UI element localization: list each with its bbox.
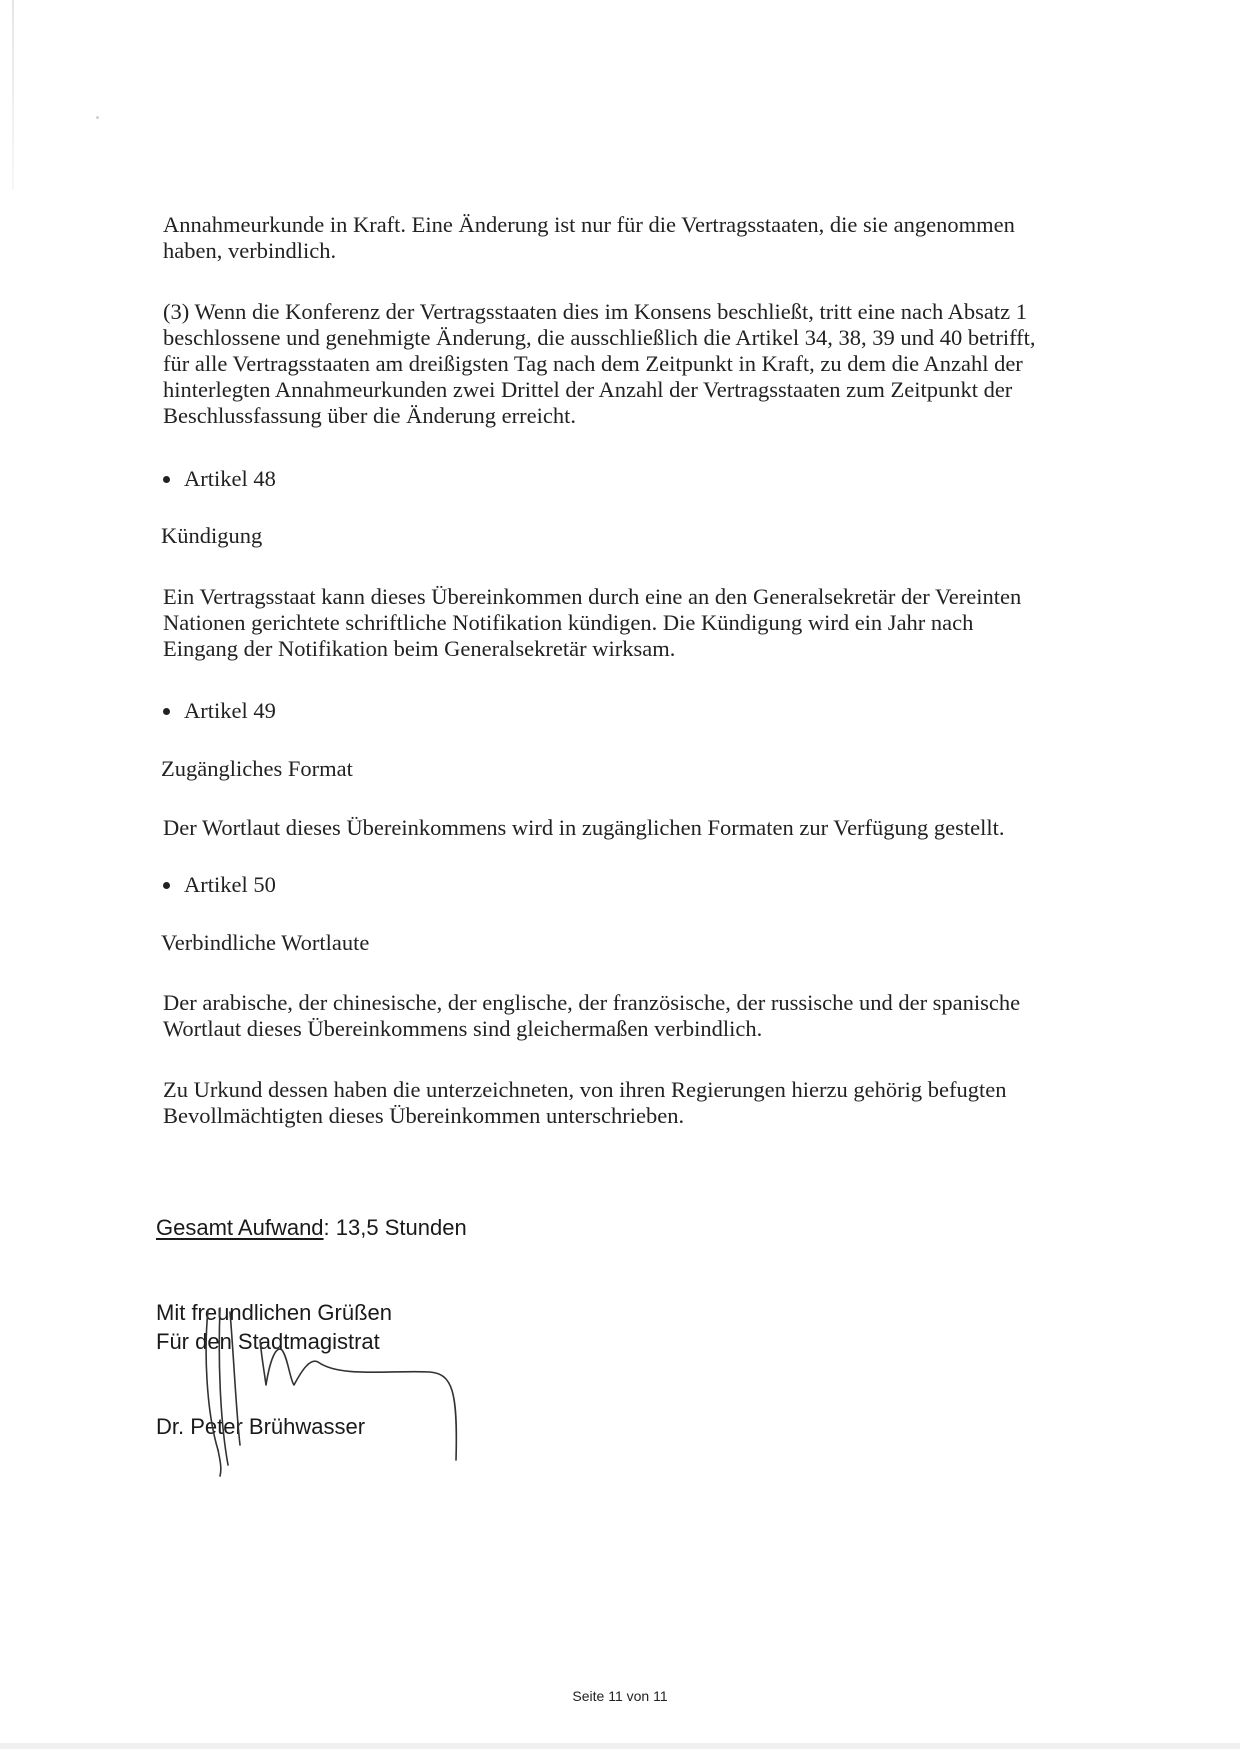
scan-speck — [96, 116, 99, 119]
effort-label: Gesamt Aufwand — [156, 1215, 324, 1240]
greeting: Mit freundlichen Grüßen — [156, 1300, 392, 1325]
continuation-paragraph: Annahmeurkunde in Kraft. Eine Änderung ist nur für die Vertragsstaaten, die sie angenommen haben, verbindlich. — [163, 212, 1015, 263]
scan-edge — [12, 0, 14, 190]
signature-stroke — [260, 1340, 456, 1460]
signer-name: Dr. Peter Brühwasser — [156, 1414, 366, 1439]
article-50-text: Der arabische, der chinesische, der englische, der französische, der russische und der spanische Wortlaut dieses Übereinkommens sind gleichermaßen verbindlich. — [163, 990, 1021, 1041]
signature-stroke — [230, 1312, 240, 1445]
bullet-icon — [163, 708, 170, 715]
paragraph-3: (3) Wenn die Konferenz der Vertragsstaaten dies im Konsens beschließt, tritt eine nach Absatz 1 beschlossene und genehmigte Änderung, die ausschließlich die Artikel 34, 38, 39 und 40 betrifft, für alle Vertragsstaaten am dreißigsten Tag nach dem Zeitpunkt in Kraft, zu dem die Anzahl der hinterlegten Annahmeurkunden zwei Drittel der Anzahl der Vertragsstaaten zum Zeitpunkt der Beschlussfassung über die Änderung erreicht. — [163, 299, 1036, 428]
signature-stroke — [219, 1308, 228, 1465]
effort-line: Gesamt Aufwand: 13,5 Stunden — [156, 1215, 467, 1240]
article-50-label: Artikel 50 — [163, 872, 276, 898]
article-50-title: Verbindliche Wortlaute — [161, 930, 370, 955]
for-line: Für den Stadtmagistrat — [156, 1329, 380, 1354]
bullet-icon — [163, 882, 170, 889]
effort-value: 13,5 Stunden — [335, 1215, 467, 1240]
signature-stroke — [218, 1450, 221, 1476]
handwritten-signature — [190, 1300, 490, 1480]
article-49-title: Zugängliches Format — [161, 756, 353, 781]
article-48-title: Kündigung — [161, 523, 263, 548]
article-49-text: Der Wortlaut dieses Übereinkommens wird in zugänglichen Formaten zur Verfügung gestellt. — [163, 815, 1005, 840]
page-number: Seite 11 von 11 — [572, 1688, 668, 1704]
article-48-label: Artikel 48 — [163, 466, 276, 492]
article-49-label: Artikel 49 — [163, 698, 276, 724]
signature-stroke — [206, 1310, 218, 1450]
closing-paragraph: Zu Urkund dessen haben die unterzeichneten, von ihren Regierungen hierzu gehörig befugten Bevollmächtigten dieses Übereinkommen unterschrieben. — [163, 1077, 1007, 1128]
scan-edge — [0, 1743, 1240, 1749]
bullet-icon — [163, 476, 170, 483]
article-48-text: Ein Vertragsstaat kann dieses Übereinkommen durch eine an den Generalsekretär der Vereinten Nationen gerichtete schriftliche Notifikation kündigen. Die Kündigung wird ein Jahr nach Eingang der Notifikation beim Generalsekretär wirksam. — [163, 584, 1022, 661]
